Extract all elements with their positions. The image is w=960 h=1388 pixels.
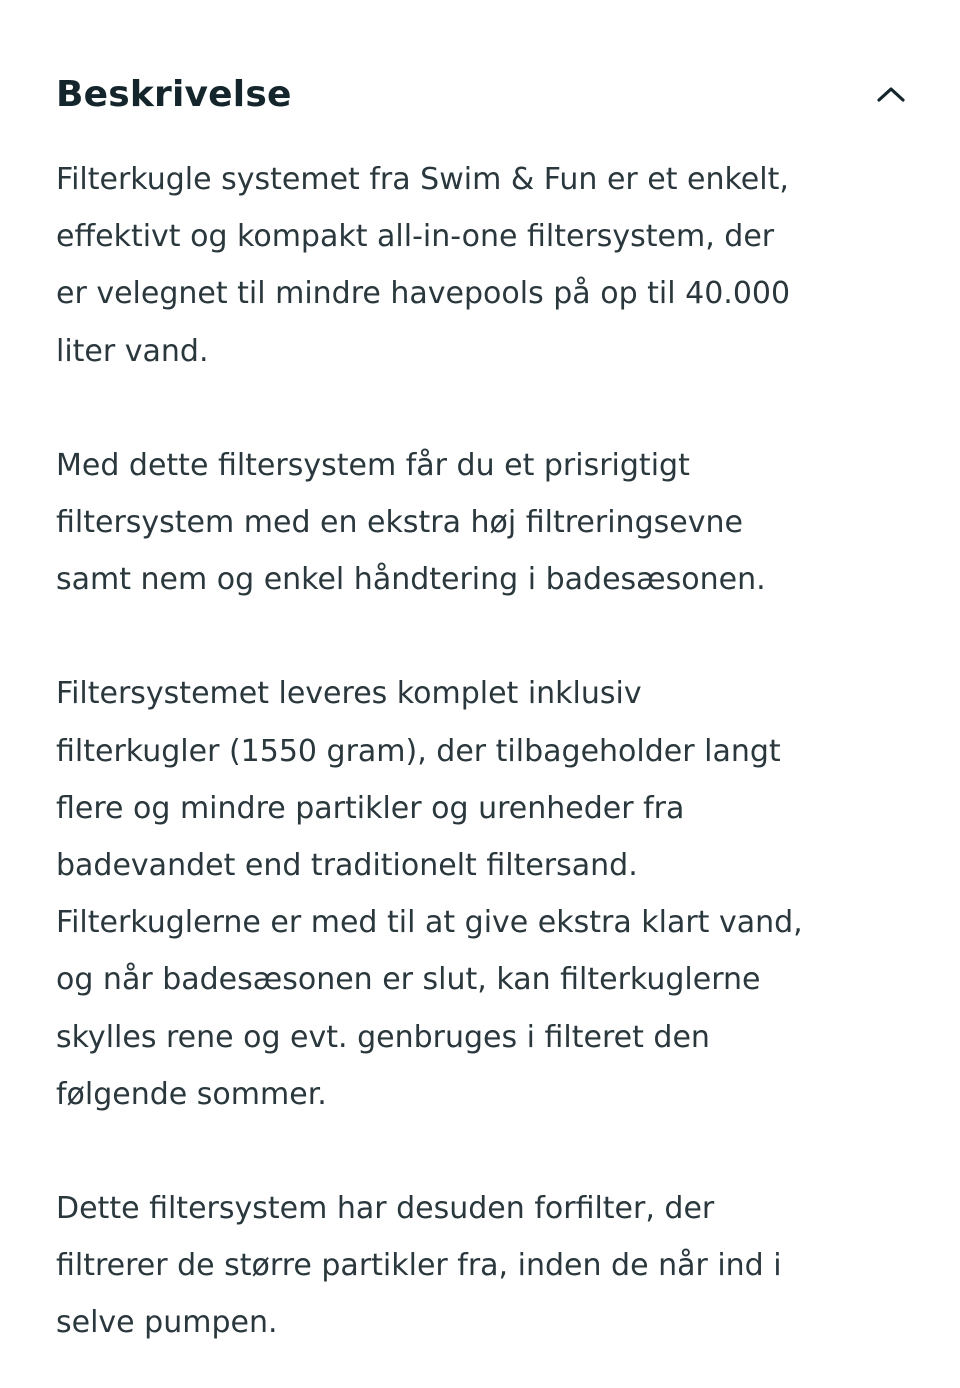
accordion-body bbox=[56, 151, 816, 1352]
accordion-header[interactable] bbox=[56, 66, 912, 122]
description-paragraph-4: Dette filtersystem har desuden forfilter, der filtrerer de større partikler fra, inden de når ind i selve pumpen. bbox=[56, 1191, 782, 1341]
description-paragraph-2: Med dette filtersystem får du et prisrigtigt filtersystem med en ekstra høj filtreringsevne samt nem og enkel håndtering i badesæsonen. bbox=[56, 447, 766, 598]
description-paragraph-3: Filtersystemet leveres komplet inklusiv filterkugler (1550 gram), der tilbageholder langt flere og mindre partikler og urenheder fra badevandet end traditionelt filtersand. Filterkuglerne er med til at give ekstra klart vand, og når badesæsonen er slut, kan filterkuglerne skylles rene og evt. genbruges i filteret den følgende sommer. bbox=[56, 676, 803, 1112]
accordion-title: Beskrivelse bbox=[56, 73, 292, 115]
description-paragraph-1: Filterkugle systemet fra Swim & Fun er et enkelt, effektivt og kompakt all-in-one filtersystem, der er velegnet til mindre havepools på op til 40.000 liter vand. bbox=[56, 162, 791, 369]
chevron-up-icon[interactable] bbox=[874, 77, 908, 111]
